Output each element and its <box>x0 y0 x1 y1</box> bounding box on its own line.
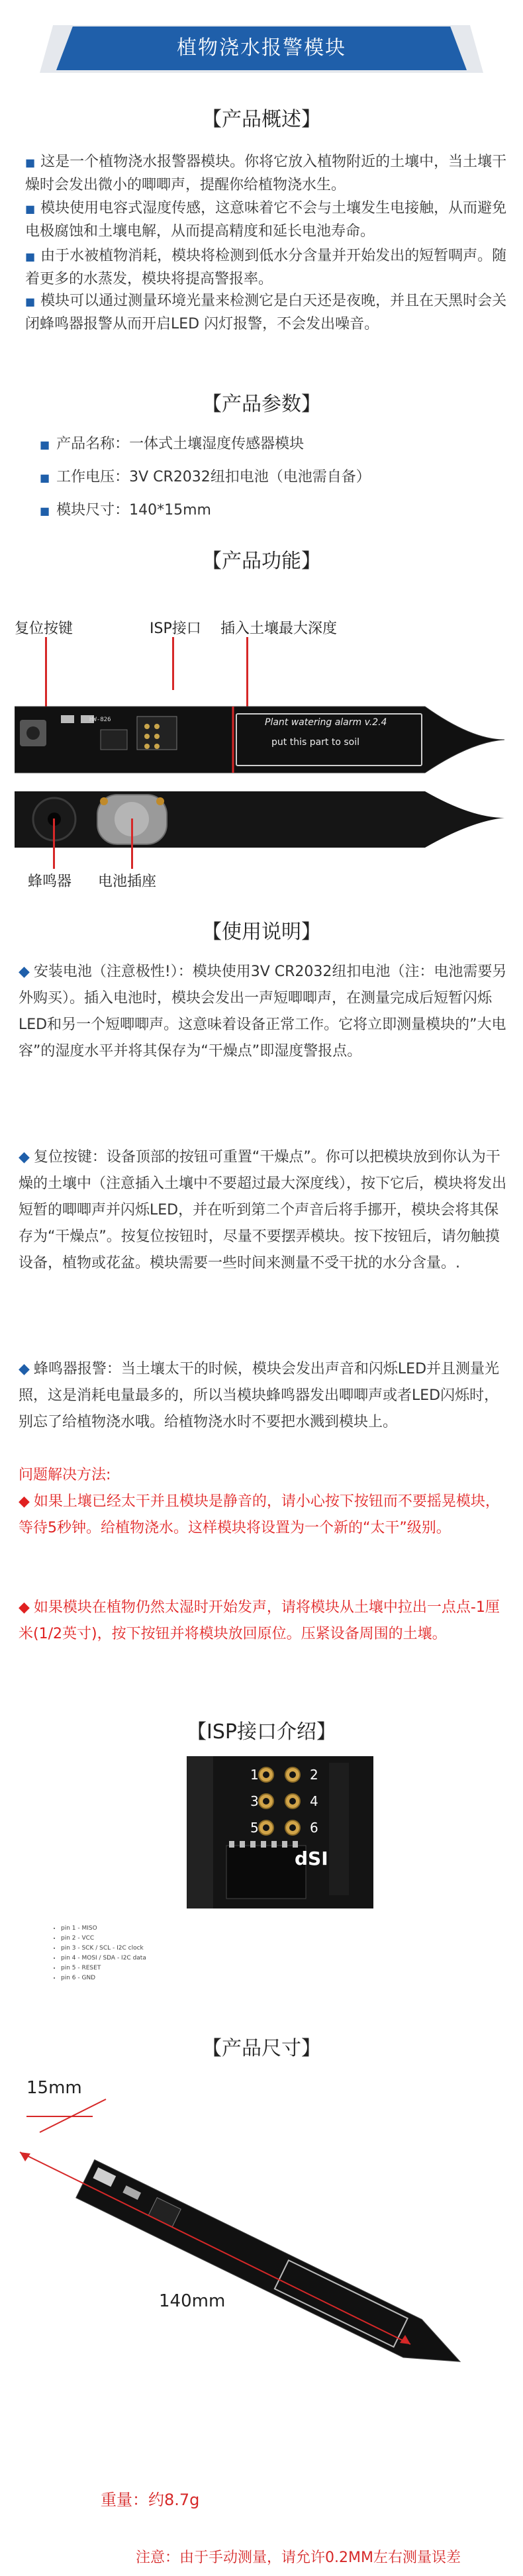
sensor-bottom-view <box>15 788 504 851</box>
isp-silkscreen-label: dSI <box>295 1848 328 1869</box>
measurement-note: 注意：由于手动测量，请允许0.2MM左右测量误差 <box>136 2550 461 2566</box>
reset-leader-line <box>45 637 47 709</box>
pin-list-item: • pin 1 - MISO <box>61 1924 146 1934</box>
max-depth-label: 插入土壤最大深度 <box>220 620 338 637</box>
diamond-bullet-icon: ◆ <box>19 964 30 980</box>
isp-leader-line <box>172 637 174 690</box>
bullet-square-icon: ■ <box>40 438 50 451</box>
isp-pin-2-number: 2 <box>310 1767 318 1783</box>
isp-pin-4-number: 4 <box>310 1793 318 1809</box>
isp-pin-3-number: 3 <box>250 1793 259 1809</box>
board-silkscreen-line-1: Plant watering alarm v.2.4 <box>265 717 387 728</box>
diamond-bullet-icon: ◆ <box>19 1149 30 1165</box>
isp-board-drawing <box>187 1756 373 1908</box>
usage-buzzer-paragraph: ◆ 蜂鸣器报警：当土壤太干的时候，模块会发出声音和闪烁LED并且测量光照，这是消耗电量最多的，所以当模块蜂鸣器发出唧唧声或者LED闪烁时，别忘了给植物浇水哦。给植物浇水时不要把水溅到模块上。 <box>19 1361 500 1430</box>
overview-heading: 【产品概述】 <box>202 108 321 131</box>
bullet-square-icon: ■ <box>25 203 36 215</box>
faq-title: 问题解决方法: <box>19 1467 111 1483</box>
usage-battery-paragraph: ◆ 安装电池（注意极性!）：模块使用3V CR2032纽扣电池（注：电池需要另外购买）。插入电池时，模块会发出一声短唧唧声，在测量完成后短暂闪烁LED和另一个短唧唧声。这意味着设备正常工作。它将立即测量模块的”大电容”的湿度水平并将其保存为“干燥点”即湿度警报点。 <box>19 964 507 1060</box>
param-row: ■ 产品名称：一体式土壤湿度传感器模块 <box>40 436 305 452</box>
params-heading: 【产品参数】 <box>202 393 321 416</box>
board-silkscreen-line-2: put this part to soil <box>271 737 359 748</box>
title-banner <box>0 0 523 99</box>
buzzer-leader-line <box>53 818 55 869</box>
battery-leader-line <box>131 818 133 869</box>
isp-pin-list <box>53 1924 146 1983</box>
overview-paragraph-4: ■ 模块可以通过测量环境光量来检测它是白天还是夜晚，并且在天黑时会关闭蜂鸣器报警从而开启LED 闪灯报警，不会发出噪音。 <box>25 293 507 332</box>
bullet-square-icon: ■ <box>40 505 50 517</box>
overview-paragraph-1: ■ 这是一个植物浇水报警器模块。你将它放入植物附近的土壤中，当土壤干燥时会发出微小的唧唧声，提醒你给植物浇水生。 <box>25 154 507 193</box>
board-model-text: HW-826 <box>89 717 111 723</box>
page-title: 植物浇水报警模块 <box>177 36 346 60</box>
pin-list-item: • pin 5 - RESET <box>61 1963 146 1973</box>
diamond-bullet-icon: ◆ <box>19 1599 30 1616</box>
diamond-bullet-icon: ◆ <box>19 1493 30 1510</box>
pin-list-item: • pin 3 - SCK / SCL - I2C clock <box>61 1944 146 1954</box>
diamond-bullet-icon: ◆ <box>19 1361 30 1377</box>
battery-socket-label: 电池插座 <box>98 873 157 890</box>
overview-paragraph-3: ■ 由于水被植物消耗，模块将检测到低水分含量并开始发出的短暂啁声。随着更多的水蒸发，模块将提高警报率。 <box>25 248 507 287</box>
usage-heading: 【使用说明】 <box>202 920 321 944</box>
isp-pin-6-number: 6 <box>310 1820 318 1836</box>
features-heading: 【产品功能】 <box>202 550 321 573</box>
size-diagram <box>0 2093 523 2463</box>
isp-closeup-photo <box>187 1756 373 1908</box>
length-dimension-label: 140mm <box>159 2291 226 2311</box>
faq-item-2: ◆ 如果模块在植物仍然太湿时开始发声，请将模块从土壤中拉出一点点-1厘米(1/2英寸)，按下按钮并将模块放回原位。压紧设备周围的土壤。 <box>19 1599 500 1642</box>
reset-button-label: 复位按键 <box>15 620 73 637</box>
bullet-square-icon: ■ <box>40 471 50 484</box>
param-row: ■ 模块尺寸：140*15mm <box>40 502 211 519</box>
isp-heading: 【ISP接口介绍】 <box>187 1720 336 1744</box>
isp-pin-1-number: 1 <box>250 1767 259 1783</box>
size-heading: 【产品尺寸】 <box>202 2037 321 2060</box>
usage-reset-paragraph: ◆ 复位按键：设备顶部的按钮可重置“干燥点”。你可以把模块放到你认为干燥的土壤中（注意插入土壤中不要超过最大深度线），按下它后，模块将发出短暂的唧唧声并闪烁LED，并在听到第二个声音后将手挪开，模块会将其保存为“干燥点”。按复位按钮时，尽量不要摆弄模块。按下按钮后，请勿触摸设备，植物或花盆。模块需要一些时间来测量不受干扰的水分含量。. <box>19 1149 507 1271</box>
param-row: ■ 工作电压：3V CR2032纽扣电池（电池需自备） <box>40 469 371 485</box>
isp-pin-5-number: 5 <box>250 1820 259 1836</box>
pin-list-item: • pin 6 - GND <box>61 1973 146 1983</box>
width-dimension-label: 15mm <box>26 2078 82 2098</box>
bullet-square-icon: ■ <box>25 295 36 308</box>
pin-list-item: • pin 4 - MOSI / SDA - I2C data <box>61 1954 146 1963</box>
overview-paragraph-2: ■ 模块使用电容式湿度传感，这意味着它不会与土壤发生电接触，从而避免电极腐蚀和土壤电解，从而提高精度和延长电池寿命。 <box>25 200 507 240</box>
bullet-square-icon: ■ <box>25 250 36 263</box>
faq-item-1: ◆ 如果上壤已经太干并且模块是静音的，请小心按下按钮而不要摇晃模块，等待5秒钟。给植物浇水。这样模块将设置为一个新的“太干”级别。 <box>19 1493 500 1536</box>
bullet-square-icon: ■ <box>25 156 36 169</box>
sensor-top-view <box>15 703 504 776</box>
pin-list-item: • pin 2 - VCC <box>61 1934 146 1944</box>
weight-label: 重量：约8.7g <box>101 2491 200 2509</box>
buzzer-label: 蜂鸣器 <box>28 873 72 890</box>
isp-label: ISP接口 <box>150 620 201 637</box>
